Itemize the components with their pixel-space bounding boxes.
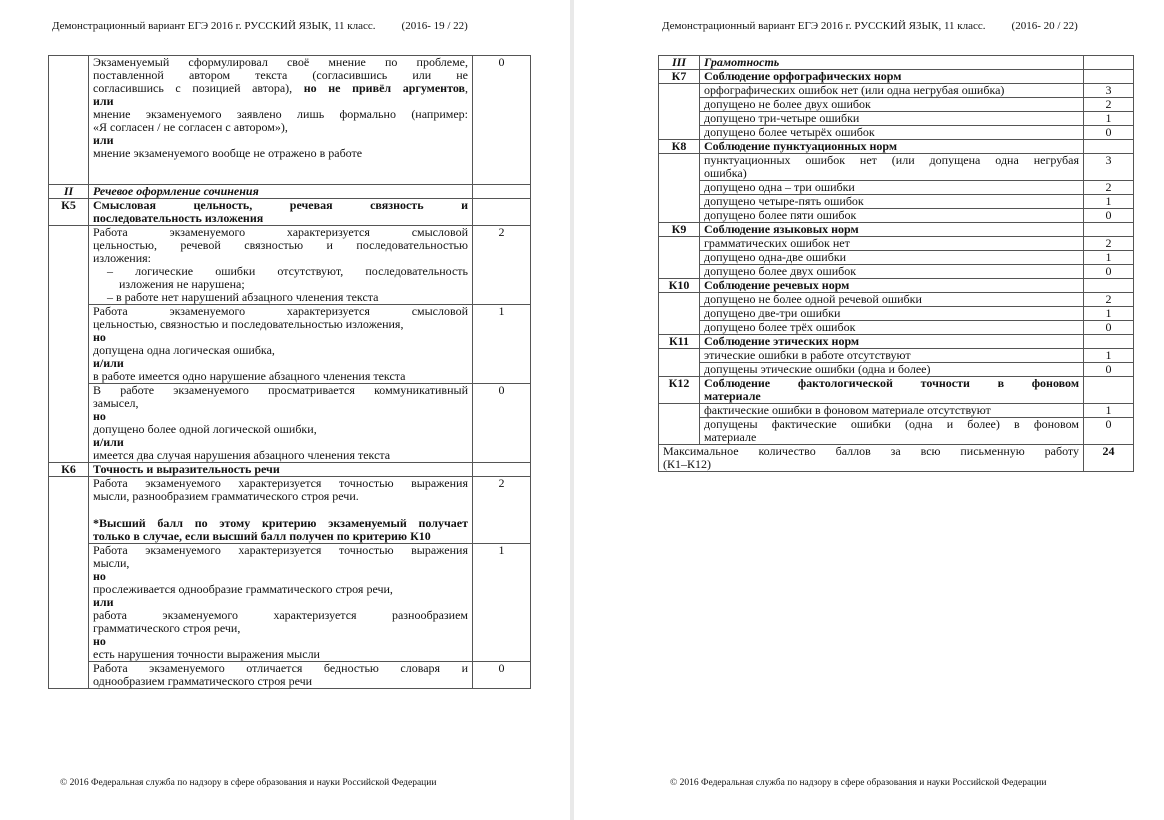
criterion-description: допущено не более одной речевой ошибки (700, 293, 1084, 307)
criterion-description: орфографических ошибок нет (или одна негрубая ошибка) (700, 84, 1084, 98)
score-cell: 0 (473, 56, 531, 185)
criterion-description: допущено одна-две ошибки (700, 251, 1084, 265)
criterion-title: Соблюдение этических норм (700, 335, 1084, 349)
criterion-title: Соблюдение пунктуационных норм (700, 140, 1084, 154)
score-cell: 1 (1084, 307, 1134, 321)
page-19 (0, 0, 570, 820)
section-row (659, 56, 1134, 70)
criterion-header-row (49, 463, 531, 477)
total-label: Максимальное количество баллов за всю письменную работу (К1–К12) (659, 445, 1084, 472)
criterion-title: Смысловая цельность, речевая связность и последовательность изложения (89, 199, 473, 226)
score-cell: 2 (1084, 181, 1134, 195)
criterion-title: Точность и выразительность речи (89, 463, 473, 477)
criteria-table (48, 55, 531, 689)
criterion-header-row (49, 199, 531, 226)
score-cell: 0 (473, 662, 531, 689)
score-cell: 2 (1084, 98, 1134, 112)
criterion-title: Соблюдение языковых норм (700, 223, 1084, 237)
table-row (659, 237, 1134, 251)
criterion-description: допущено более двух ошибок (700, 265, 1084, 279)
criterion-title: Соблюдение фактологической точности в фоновом материале (700, 377, 1084, 404)
table-row (49, 305, 531, 384)
header-page-number: (2016- 19 / 22) (401, 20, 468, 32)
table-row (659, 418, 1134, 445)
table-row (659, 307, 1134, 321)
criterion-description: допущены этические ошибки (одна и более) (700, 363, 1084, 377)
criterion-title: Соблюдение речевых норм (700, 279, 1084, 293)
table-row (49, 384, 531, 463)
criterion-description: допущено три-четыре ошибки (700, 112, 1084, 126)
score-cell: 0 (1084, 418, 1134, 445)
header-title: Демонстрационный вариант ЕГЭ 2016 г. РУССКИЙ ЯЗЫК, 11 класс. (52, 20, 376, 32)
table-row (659, 404, 1134, 418)
criterion-description: допущено более четырёх ошибок (700, 126, 1084, 140)
score-cell: 1 (1084, 349, 1134, 363)
header-title: Демонстрационный вариант ЕГЭ 2016 г. РУССКИЙ ЯЗЫК, 11 класс. (662, 20, 986, 32)
table-row (659, 265, 1134, 279)
criterion-code: К10 (659, 279, 700, 293)
table-row (49, 544, 531, 662)
criterion-description: В работе экзаменуемого просматривается коммуникативный замысел, но допущено более одной логической ошибки, и/или имеется два случая нарушения абзацного членения текста (89, 384, 473, 463)
table-row (659, 154, 1134, 181)
section-title: Речевое оформление сочинения (89, 185, 473, 199)
page-20 (574, 0, 1164, 820)
table-row (659, 293, 1134, 307)
table-row (49, 56, 531, 185)
criterion-header-row (659, 140, 1134, 154)
criterion-header-row (659, 279, 1134, 293)
criterion-description: допущено две-три ошибки (700, 307, 1084, 321)
criterion-description: фактические ошибки в фоновом материале отсутствуют (700, 404, 1084, 418)
table-row (659, 209, 1134, 223)
score-cell: 1 (473, 544, 531, 662)
criterion-description: допущено одна – три ошибки (700, 181, 1084, 195)
criterion-description: допущено четыре-пять ошибок (700, 195, 1084, 209)
table-row (659, 98, 1134, 112)
score-cell: 0 (473, 384, 531, 463)
criterion-description: Экзаменуемый сформулировал своё мнение по проблеме, поставленной автором текста (согласившись или не согласившись с позицией автора), но не привёл аргументов, или мнение экзаменуемого заявлено лишь формально (например: «Я согласен / не согласен с автором»), или мнение экзаменуемого вообще не отражено в работе (89, 56, 473, 185)
section-row (49, 185, 531, 199)
section-code: II (49, 185, 89, 199)
criterion-description: Работа экзаменуемого характеризуется точностью выражения мысли, но прослеживается однообразие грамматического строя речи, или работа экзаменуемого характеризуется разнообразием грамматического строя речи, но есть нарушения точности выражения мысли (89, 544, 473, 662)
criterion-description: Работа экзаменуемого характеризуется смысловой цельностью, речевой связностью и последовательностью изложения: – логические ошибки отсутствуют, последовательность изложения не нарушена; – в работе нет нарушений абзацного членения текста (89, 226, 473, 305)
criterion-description: этические ошибки в работе отсутствуют (700, 349, 1084, 363)
score-cell: 0 (1084, 363, 1134, 377)
score-cell: 2 (1084, 293, 1134, 307)
criterion-header-row (659, 223, 1134, 237)
table-row (49, 477, 531, 544)
criterion-code: К5 (49, 199, 89, 226)
table-row (659, 363, 1134, 377)
score-cell: 0 (1084, 265, 1134, 279)
criteria-table (658, 55, 1134, 472)
score-cell: 0 (1084, 209, 1134, 223)
criterion-code: К8 (659, 140, 700, 154)
criterion-description: пунктуационных ошибок нет (или допущена одна негрубая ошибка) (700, 154, 1084, 181)
score-cell: 1 (473, 305, 531, 384)
score-cell: 2 (473, 226, 531, 305)
section-code: III (659, 56, 700, 70)
criterion-description: допущено не более двух ошибок (700, 98, 1084, 112)
score-cell: 1 (1084, 112, 1134, 126)
criterion-title: Соблюдение орфографических норм (700, 70, 1084, 84)
criterion-description: допущено более пяти ошибок (700, 209, 1084, 223)
criterion-description: Работа экзаменуемого характеризуется смысловой цельностью, связностью и последовательностью изложения, но допущена одна логическая ошибка, и/или в работе имеется одно нарушение абзацного членения текста (89, 305, 473, 384)
score-cell: 1 (1084, 251, 1134, 265)
criterion-description: грамматических ошибок нет (700, 237, 1084, 251)
criterion-code: К9 (659, 223, 700, 237)
table-row (659, 251, 1134, 265)
criterion-header-row (659, 335, 1134, 349)
score-cell: 3 (1084, 154, 1134, 181)
page-header (52, 20, 468, 32)
criterion-code: К6 (49, 463, 89, 477)
total-score: 24 (1084, 445, 1134, 472)
score-cell: 0 (1084, 126, 1134, 140)
total-row (659, 445, 1134, 472)
criterion-code: К7 (659, 70, 700, 84)
page-header (662, 20, 1078, 32)
score-cell: 0 (1084, 321, 1134, 335)
score-cell: 2 (473, 477, 531, 544)
table-row (659, 181, 1134, 195)
score-cell: 3 (1084, 84, 1134, 98)
section-title: Грамотность (700, 56, 1084, 70)
table-row (49, 226, 531, 305)
criterion-description: допущено более трёх ошибок (700, 321, 1084, 335)
score-cell: 1 (1084, 404, 1134, 418)
criterion-header-row (659, 377, 1134, 404)
criterion-header-row (659, 70, 1134, 84)
table-row (659, 321, 1134, 335)
page-footer: © 2016 Федеральная служба по надзору в сфере образования и науки Российской Федерации (60, 778, 437, 788)
criterion-code: К12 (659, 377, 700, 404)
criterion-code: К11 (659, 335, 700, 349)
table-row (659, 84, 1134, 98)
table-row (659, 112, 1134, 126)
criterion-description: Работа экзаменуемого отличается бедностью словаря и однообразием грамматического строя речи (89, 662, 473, 689)
score-cell: 2 (1084, 237, 1134, 251)
criterion-description: Работа экзаменуемого характеризуется точностью выражения мысли, разнообразием грамматического строя речи. *Высший балл по этому критерию экзаменуемый получает только в случае, если высший балл получен по критерию К10 (89, 477, 473, 544)
table-row (49, 662, 531, 689)
page-footer: © 2016 Федеральная служба по надзору в сфере образования и науки Российской Федерации (670, 778, 1047, 788)
table-row (659, 126, 1134, 140)
criterion-description: допущены фактические ошибки (одна и более) в фоновом материале (700, 418, 1084, 445)
table-row (659, 195, 1134, 209)
header-page-number: (2016- 20 / 22) (1011, 20, 1078, 32)
score-cell: 1 (1084, 195, 1134, 209)
table-row (659, 349, 1134, 363)
